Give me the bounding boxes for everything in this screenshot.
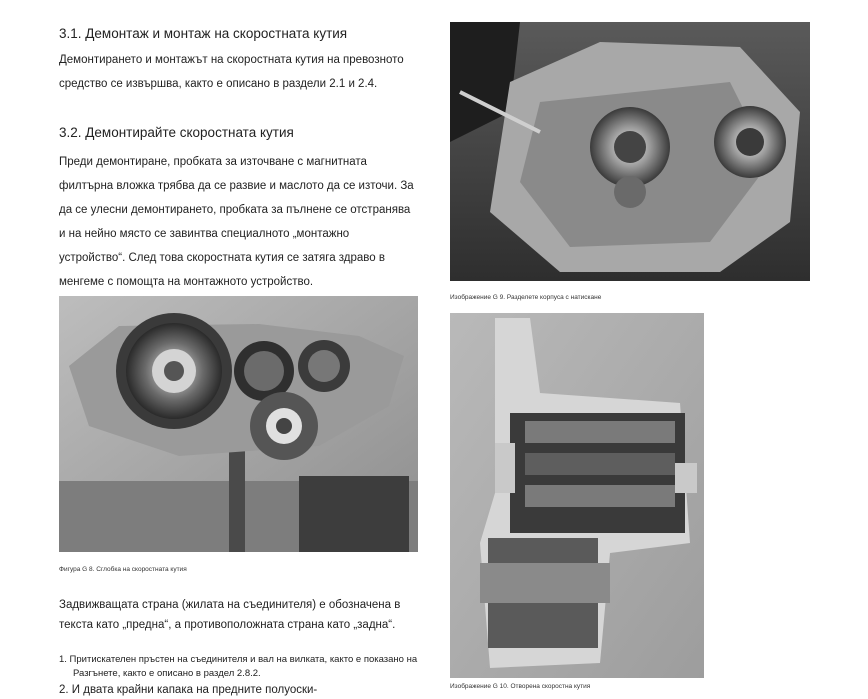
list-item-2: 2. И двата крайни капака на предните полуоски- — [59, 684, 318, 696]
text-line: филтърна вложка трябва да се развие и маслото да се източи. За — [59, 180, 414, 192]
text-line: Задвижващата страна (жилата на съединителя) е обозначена в — [59, 599, 401, 611]
section-3-2-text — [59, 150, 414, 294]
section-3-1-text — [59, 48, 404, 96]
text-line: менгеме с помощта на монтажното устройство. — [59, 276, 314, 288]
figure-g8-caption: Фигура G 8. Сглобка на скоростната кутия — [59, 566, 187, 573]
text-line: Демонтирането и монтажът на скоростната кутия на превозното — [59, 54, 404, 66]
text-line: текста като „предна“, а противоположната страна като „задна“. — [59, 619, 396, 631]
section-heading-3-2: 3.2. Демонтирайте скоростната кутия — [59, 125, 294, 140]
text-line: да се улесни демонтирането, пробката за пълнене се отстранява — [59, 204, 411, 216]
text-line: и на нейно място се завинтва специалното „монтажно — [59, 228, 350, 240]
list-item-1-line-1: 1. Притискателен пръстен на съединителя и вал на вилката, както е показано на — [59, 654, 418, 665]
figure-g10-caption: Изображение G 10. Отворена скоростна кутия — [450, 683, 591, 690]
text-line: устройство“. След това скоростната кутия се затяга здраво в — [59, 252, 385, 264]
list-item — [59, 653, 417, 681]
text-line: средство се извършва, както е описано в раздели 2.1 и 2.4. — [59, 78, 378, 90]
section-heading-3-1: 3.1. Демонтаж и монтаж на скоростната кутия — [59, 26, 348, 41]
text-line: Преди демонтиране, пробката за източване с магнитната — [59, 156, 367, 168]
direction-note — [59, 595, 400, 635]
list-item-1-line-2: Разгънете, както е описано в раздел 2.8.2. — [73, 668, 261, 679]
figure-g10-photo — [450, 313, 704, 678]
figure-g8-photo — [59, 296, 418, 552]
figure-g9-photo — [450, 22, 810, 281]
figure-g9-caption: Изображение G 9. Разделете корпуса с натискане — [450, 294, 602, 301]
